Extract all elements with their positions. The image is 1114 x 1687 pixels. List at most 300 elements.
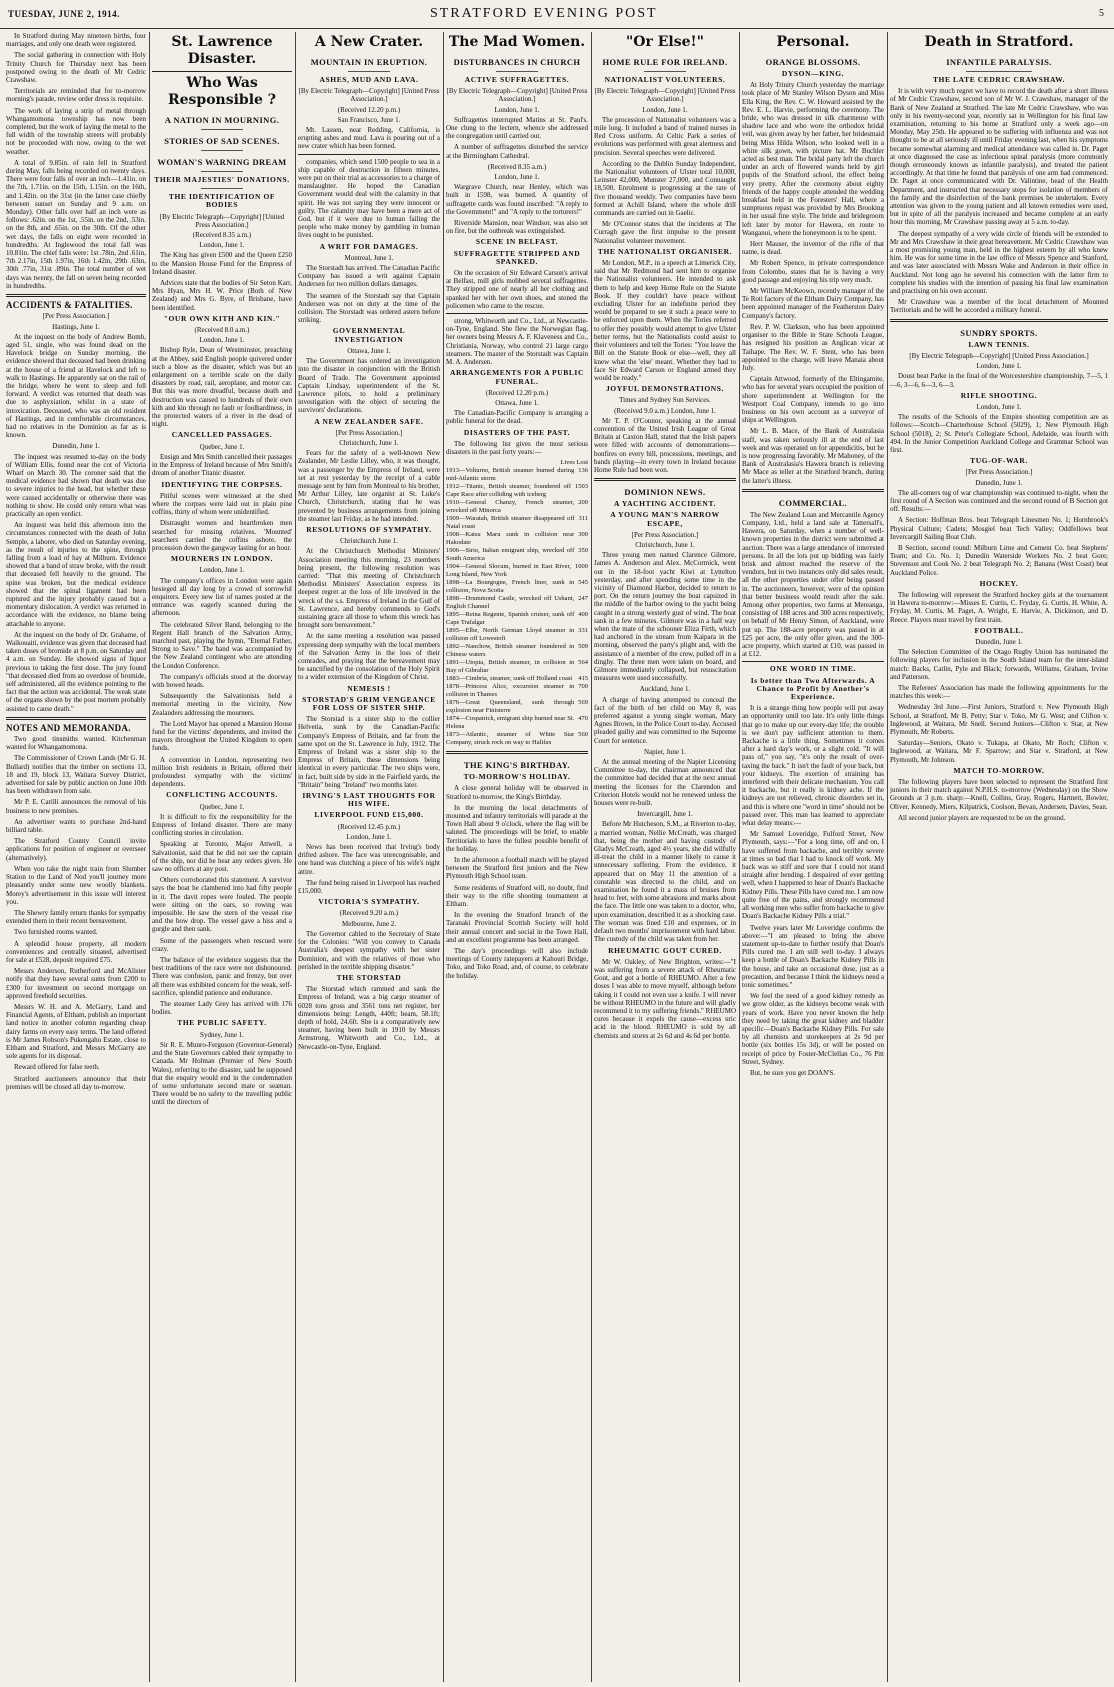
disaster-description: 1873—Atlantic, steamer of White Star Company, struck rock on way to Halifax — [446, 731, 575, 747]
subheading: HOME RULE FOR IRELAND. — [602, 57, 728, 67]
article-paragraph: Three young men named Clarence Gilmore, James A. Anderson and Alex. McCormick, went out in the 18-foot yacht Kiwi at Lyttelton yesterday, and after spending some time in the vicinity of Diamond Harbor, decided to return to port. On the return journey the boat capsized in the middle of the harbor owing to the yacht being caught in a strong westerly gust of wind. The boat sank in a few minutes. Gilmore was in a half way when the mate of the schooner Eliza Firth, which had anchored in the stream from Kaipara in the morning, observed the party's plight and, with the assistance of a member of the crew, pulled off in a dinghy. The three men were taken on board, and Gilmore immediately collapsed, but resuscitation measures were used successfully. — [594, 551, 736, 683]
column-rule — [443, 32, 444, 1682]
dateline: London, June 1. — [199, 336, 245, 345]
disaster-row — [446, 611, 588, 627]
disaster-row — [446, 643, 588, 659]
column-new-crater — [298, 32, 440, 1682]
divider — [644, 71, 687, 72]
column-or-else — [594, 32, 736, 1682]
subheading: NATIONALIST VOLUNTEERS. — [604, 75, 726, 84]
disaster-lives-lost: 564 — [578, 659, 588, 667]
received-time: (Received 8.35 a.m.) — [192, 231, 252, 240]
subheading: IDENTIFYING THE CORPSES. — [161, 479, 283, 489]
subheading: DYSON—KING. — [781, 69, 845, 78]
divider — [594, 478, 736, 481]
article-paragraph: Mr William McKeown, recently manager of the Te Roti factory of the Eltham Dairy Company, has been appointed manager of the Featherston Dairy Company's factory. — [742, 287, 884, 320]
subheading: SCENE IN BELFAST. — [475, 237, 559, 247]
disaster-lives-lost: 509 — [578, 643, 588, 651]
disaster-row — [446, 531, 588, 547]
article-paragraph: Mr Robert Spence, in private correspondence from Colombo, states that he is having a very good passage and enjoying his trip very much. — [742, 259, 884, 284]
article-paragraph: At the Christchurch Methodist Ministers' Association meeting this morning, 23 members being present, the following resolution was carried: "That this meeting of Christchurch Methodist Ministers' Association express its deepest regret at the loss of life involved in the wreck of the s.s. Empress of Ireland in the Gulf of St. Lawrence, and hereby commends to God's sustaining grace all those to whom this wreck has brought sore bereavement." — [298, 547, 440, 630]
article-paragraph: The procession of Nationalist volunteers was a mile long. It included a band of trained nurses in Red Cross uniform. At Celtic Park a series of evolutions was performed with great alertness and precision. Several speeches were delivered. — [594, 115, 736, 157]
subheading: IRVING'S LAST THOUGHTS FOR HIS WIFE. — [302, 791, 436, 809]
article-paragraph: News has been received that Irving's body drifted ashore. The face was unrecognisable, and one hand was clutching a piece of his wife's night attire. — [298, 843, 440, 876]
article-paragraph: The Commissioner of Crown Lands (Mr G. H. Bullard) notifies that the timber on sections 13, 18 and 19, block 13, Waitara Survey District, advertised for sale by public auction on June 10th has been withdrawn from sale. — [6, 754, 146, 796]
divider — [6, 717, 146, 720]
advertisement-text: Mr W. Oakley, of New Brighton, writes:—"I was suffering from a severe attack of Rheumatic Gout, and got a bottle of RHEUMO. After a few doses I was able to move myself, although before taking it I could not even use a knife. I will never be without RHEUMO in the future and will gladly recommend it to my suffering friends." RHEUMO cures because it expels the cause—excess uric acid in the blood. RHEUMO is sold by all chemists and stores at 2s 6d and 4s 6d per bottle. — [594, 957, 736, 1040]
disaster-lives-lost: 300 — [578, 531, 588, 539]
advertisement-text: Mr Samuel Loveridge, Fulford Street, New Plymouth, says:—"For a long time, off and on, I have suffered from backache, and terribly severe at times so bad that I had to knock off work. My back was so stiff and sore that I could not stand straight after bending. I despaired of ever getting well, when I happened to hear of Doan's Backache Kidney Pills. These Pills have cured me. I am now quite free of the pains, and strongly recommend all working men who suffer from backache to give Doan's Backache Kidney Pills a trial." — [742, 830, 884, 921]
dateline: Melbourne, June 2. — [341, 919, 397, 928]
advertisement-text: It is a strange thing how people will put away an opportunity until too late. It's only little things that go to make up our every-day life; the trouble is we don't pay sufficient attention to them. Backache is a little thing. Sometimes it comes after a hard day's work, or a slight cold. "It will pass of," you say, "it's only the result of over-taxing the back." It isn't the fault of your back, but your kidneys. The exertion of straining has interfered with their delicate mechanism. You call it backache, but it really is kidney ache. If the kidneys are not relieved, chronic disorders set in, and this is where one "word in time" should not be passed over. This man has learned to appreciate what delay means:— — [742, 704, 884, 828]
wire-credit: [By Electric Telegraph—Copyright] [United Press Association.] — [298, 87, 440, 104]
article-paragraph: Stratford auctioneers announce that their premises will be closed all day to-morrow. — [6, 1074, 146, 1091]
article-paragraph: In the morning the local detachments of mounted and infantry territorials will parade at the Town Hall about 9 o'clock, where the flag will be saluted. The proceedings will be brief, to enable Territorials to have the fullest possible benefit of the holiday. — [446, 803, 588, 853]
subheading: MATCH TO-MORROW. — [953, 765, 1045, 775]
subheading: VICTORIA'S SYMPATHY. — [318, 897, 420, 907]
divider — [201, 150, 243, 151]
article-paragraph: Mr London, M.P., in a speech at Limerick City, said that Mr Redmond had sent him to organise the Nationalist volunteers. He intended to ask them to help and keep Home Rule on the Statute Book. If they couldn't have peace without excluding Ulster for an indefinite period they would be prepared to see it such a peace were to be enforced upon them. When the Tories referred to offer they possibly would attempt to give Ulster better terms, but the Nationalists could assist to their volunteers and tell the Tories: "You leave the Bill on the Statute Book or else—well, they all knew what the 'else' meant. Whether they had to face Sir Edward Carson or England armed they would be ready." — [594, 259, 736, 382]
subheading: CANCELLED PASSAGES. — [171, 430, 273, 440]
disaster-description: 1913—Volturno, British steamer burned during mid-Atlantic storm — [446, 467, 575, 483]
disaster-description: 1895—Reina Regente, Spanish cruiser, sunk off Cape Trafalgar — [446, 611, 575, 627]
article-paragraph: Messrs W. H. and A. McGarry, Land and Financial Agents, of Eltham, publish an important land notice in another column regarding cheap dairy farms on every easy terms. The land offered is Mr James Robson's Pukengahu Estate, close to Eltham and Stratford, and Messrs McGarry are sole agents for its disposal. — [6, 1002, 146, 1061]
article-paragraph: Saturday—Seniors, Okato v. Tukapa, at Okato, Mr Roch; Clifton v. Inglewood, at Waitara, Mr F. Sparrow; and Star v. Stratford, at New Plymouth, Mr Johnson. — [890, 739, 1108, 764]
wire-credit: [By Electric Telegraph—Copyright] [United Press Association.] — [159, 212, 285, 229]
disaster-lives-lost: 350 — [578, 547, 588, 555]
subheading: DISTURBANCES IN CHURCH — [453, 57, 581, 67]
issue-date: TUESDAY, JUNE 2, 1914. — [8, 9, 120, 19]
article-paragraph: Bishop Ryle, Dean of Westminster, preaching at the Abbey, said English people quivered under such a blow as the disaster, which was but an enlargement on a terrible scale on the daily disasters by road, rail, aeroplane, and motor car. But this was more dreadful, because death and destruction was caused to hundreds of their own kith and kin through no fault or foolhardiness, in the protected waters of a river in the dead of night. — [152, 346, 292, 429]
divider — [152, 71, 292, 72]
subheading: INFANTILE PARALYSIS. — [946, 57, 1052, 67]
article-paragraph: Speaking at Toronto, Major Attwell, a Salvationist, said that he did not see the captain of the ship, nor did he hear any orders given. He saw no officers at any post. — [152, 840, 292, 874]
disaster-description: 1898—La Bourgogne, French liner, sunk in collision, Nova Scotia — [446, 579, 575, 595]
article-paragraph: Some of the passengers when rescued were crazy. — [152, 936, 292, 953]
advertisement-heading: RHEUMATIC GOUT CURED. — [608, 945, 722, 955]
disaster-row — [446, 659, 588, 675]
article-paragraph: Herr Mauser, the inventor of the rifle of that name, is dead. — [742, 240, 884, 257]
subheading: TO-MORROW'S HOLIDAY. — [463, 772, 571, 782]
article-paragraph: The Storstadt has arrived. The Canadian Pacific Company has issued a writ against Captain Andersen for two million dollars damages. — [298, 264, 440, 289]
subheading: LAWN TENNIS. — [968, 339, 1030, 349]
dateline: London, June 1. — [346, 832, 392, 841]
subheading: A NATION IN MOURNING. — [164, 115, 280, 125]
article-paragraph: The Storstad which rammed and sank the Empress of Ireland, was a big cargo steamer of 6028 tons gross and 3561 tons net register, her dimensions being: Length, 440ft; beam, 58.1ft; depth of hold, 24.6ft. She is a comparatively new steamer, having been built in 1910 by Messrs Armstrong, Whitworth and Co., Ltd., at Newcastle-on-Tyne, England. — [298, 985, 440, 1051]
article-paragraph: Captain Attwood, formerly of the Eltingamite, who has for several years occupied the position of shore superintendent at Wellington for the Westport Coal Company, intends to go into business on his own account as a surveyor of ships at Wellington. — [742, 375, 884, 425]
article-paragraph: A total of 9.85in. of rain fell in Stratford during May, falls being recorded on twenty days. There were four falls of over an inch—1.41in. on the 7th, 1.71in. on the 15th, 1.15in. on the 16th, and 1.42in. on the 31st (in the latter case chiefly between sunset on Sunday and 9 a.m. on Monday). Other falls over half an inch were as follows: .62in. on the 1st, .55in. on the 2nd, .53in. on the 8th, and .65in. on the 30th. Of the other wet days, the falls on eight were recorded in hundredths. At Inglewood the total fall was 10.81in. The chief falls were: 1st .78in, 2nd .61in, 7th 2.17in, 15th 1.97in, 16th 1.42in, 29th .63in, 30th .77in, 31st .89in. The total number of wet days was twenty, the fall on seven being recorded in hundredths. — [6, 158, 146, 290]
article-paragraph: Before Mr Hutcheson, S.M., at Riverton to-day, a married woman, Nellie McCreath, was charged that, being the mother and having custody of Gladys McCreath, aged 4½ years, she did wilfully ill-treat the child in a manner likely to cause it unnecessary suffering. From the evidence, it appeared that on May 11 the attention of a constable was directed to the child, and on examination he found it a mass of bruises from head to feet, with some abrasions and marks about the face. The little one was taken to a doctor, who, upon examination, described it as a shocking case. The woman was fined £10 and expenses, or in default two months' imprisonment with hard labor. The custody of the child was taken from her. — [594, 820, 736, 944]
article-paragraph: At Holy Trinity Church yesterday the marriage took place of Mr Stanley Wilson Dyson and Miss Ella King, the Rev. C. W. Howard assisted by the Rev. E. L. Harvie, performing the ceremony. The bride, who was dressed in silk charmeuse with shadow lace and who wore the orthodox bridal veil, was given away by her father, her bridesmaid being Miss Hilda Wilson, who looked well in a white silk gown, with picture hat. Mr Buchler acted as best man. The bridal party left the church under an arch of flowered wands held by girl pupils of the Stratford school, the effect being very pretty. After the ceremony about eighty friends of the happy couple attended the wedding breakfast held in the Foresters' Hall, where a sumptuous repast was provided by Mrs Brooking in her usual fine style. The bride and bridegroom left later by motor for Hawera, en route to Wanganui, where the honeymoon is to be spent. — [742, 81, 884, 237]
wire-credit: Times and Sydney Sun Services. — [619, 396, 711, 405]
received-time: (Received 12.45 p.m.) — [337, 822, 401, 831]
column-rule — [591, 32, 592, 1682]
article-paragraph: Reward offered for false teeth. — [14, 1063, 100, 1072]
subheading: DISASTERS OF THE PAST. — [463, 427, 571, 437]
headline: Personal. — [776, 34, 850, 50]
subheading: THE IDENTIFICATION OF BODIES — [168, 192, 276, 210]
dateline: Quebec, June 1. — [199, 442, 245, 451]
divider — [201, 129, 243, 130]
headline: St. Lawrence Disaster. — [171, 34, 273, 67]
article-paragraph: A close general holiday will be observed in Stratford to-morrow, the King's Birthday. — [446, 784, 588, 801]
disaster-table-header: Lives Lost — [560, 459, 588, 467]
subheading: "OUR OWN KITH AND KIN." — [163, 313, 281, 323]
divider — [446, 313, 588, 314]
divider — [966, 71, 1031, 72]
disaster-lives-lost: 200 — [578, 499, 588, 507]
dateline: Dunedin, June 1. — [52, 442, 100, 451]
dateline: Dunedin, June 1. — [975, 637, 1023, 646]
article-paragraph: Mr Crawshaw was a member of the local detachment of Mounted Territorials and he will be accorded a military funeral. — [890, 298, 1108, 315]
article-paragraph: In Stratford during May nineteen births, four marriages, and only one death were registered. — [6, 32, 146, 49]
subheading: A WRIT FOR DAMAGES. — [319, 241, 419, 251]
article-paragraph: The Lord Mayor has opened a Mansion House fund for the victims' dependents, and invited the mayors throughout the United Kingdom to open funds. — [152, 719, 292, 753]
newspaper-title: STRATFORD EVENING POST — [430, 6, 658, 21]
subheading: TUG-OF-WAR. — [970, 456, 1028, 466]
subheading: GOVERNMENTAL INVESTIGATION — [332, 326, 406, 344]
subheading: JOYFUL DEMONSTRATIONS. — [605, 384, 725, 394]
column-rule — [739, 32, 740, 1682]
article-paragraph: The social gathering in connection with Holy Trinity Church for Thursday next has been postponed owing to the death of Mr Cedric Crawshaw. — [6, 51, 146, 85]
disaster-lives-lost: 1000 — [575, 563, 588, 571]
subheading: STORSTAD'S GRIM VENGEANCE FOR LOSS OF SISTER SHIP. — [302, 694, 436, 713]
dateline: Ottawa, June 1. — [495, 398, 539, 407]
disaster-description: 1895—Elbe, North German Lloyd steamer in collision off Lowestoft — [446, 627, 575, 643]
article-paragraph: The deepest sympathy of a very wide circle of friends will be extended to Mr and Mrs Crawshaw in their great bereavement. Mr Cedric Crawshaw was a most promising young man, held in the highest esteem by all who knew him. He was for some time in the law office of Messrs Spence and Stanford, and was later associated with Messrs Wake and Anderson in their office in Auckland. Not long ago he severed his connection with the latter firm to complete his studies with the intention of passing his final law examination and practising on his own account. — [890, 229, 1108, 296]
subheading: MOURNERS IN LONDON. — [170, 554, 274, 564]
disaster-table — [446, 459, 588, 747]
article-paragraph: The Referees' Association has made the following appointments for the matches this week:— — [890, 684, 1108, 701]
subheading: ORANGE BLOSSOMS. — [765, 57, 861, 67]
column-rule — [149, 32, 150, 1682]
article-paragraph: Rev. P. W. Clarkson, who has been appointed organiser to the Bible in State Schools League, has resigned his position as Anglican vicar at Taihape. The Rev. W. F. Stent, who has been appointed to the charge, will leave Manaia about July. — [742, 322, 884, 372]
article-paragraph: The steamer Lady Grey has arrived with 176 bodies. — [152, 1000, 292, 1017]
dateline: Montreal, June 1. — [344, 253, 394, 262]
disaster-description: 1891—Utopia, British steamer, in collision in Bay of Gibraltar — [446, 659, 575, 675]
article-paragraph: Fears for the safety of a well-known New Zealander, Mr Leslie Lilley, who, it was thought, was a passenger by the Empress of Ireland, were set at rest yesterday by the receipt of a cable message sent by him from Montreal to his brother, Mr Arthur Lilley, late organist at St. Luke's Church, Christchurch, stating that he was prevented by business arrangements from joining the steamer last Friday, as he had intended. — [298, 449, 440, 523]
article-paragraph: Mr P. E. Carilli announces the removal of his business to new premises. — [6, 798, 146, 815]
article-paragraph: Others corroborated this statement. A survivor says the boat he clambered into had fifty people in it. The davit ropes were fouled. The people were sitting on the oars, so rowing was impossible. He saw the stern of the vessel rise and the bow drop. The vessel gave a hiss and a gurgle and then sank. — [152, 876, 292, 934]
subheading: THE NATIONALIST ORGANISER. — [597, 246, 733, 256]
article-paragraph: In the evening the Stratford branch of the Taranaki Provincial Scottish Society will hold their annual concert and social in the Town Hall, and an excellent programme has been arranged. — [446, 911, 588, 944]
article-paragraph: All second junior players are requested to be on the ground. — [898, 813, 1066, 822]
subheading: MOUNTAIN IN ERUPTION. — [310, 57, 428, 67]
wire-credit: [Per Press Association.] — [631, 530, 699, 539]
article-paragraph: The New Zealand Loan and Mercantile Agency Company, Ltd., held a land sale at Tattersall's, Hawera, on Saturday, when a number of well-known properties in the district were submitted at auction. There was a large attendance of interested persons. In all the lots put up bidding was fairly brisk and almost reached the reserve of the vendors, but in two instances only did sales result, all the other properties under offer being passed in. The auctioneers, however, were of the opinion that better business would result after the sale. Among other properties, two farms at Mereanga, consisting of 188 acres and 300 acres respectively, on behalf of Mr Henry Simon, of Auckland, were put up. The 188-acre property was passed in at £25 per acre, the only offer given, and the 300-acre property, which started at £10, was passed in at £12. — [742, 510, 884, 659]
advertisement-heading: ONE WORD IN TIME. — [769, 664, 857, 674]
subheading: HOCKEY. — [979, 578, 1019, 588]
disaster-row — [446, 715, 588, 731]
article-paragraph: Mr L. B. Mace, of the Bank of Australasia staff, was taken seriously ill at the end of last week and was operated on for appendicitis, but he is now progressing favorably. Mr Mahoney, of the Bank of Australasia's Hawera branch is relieving Mr Mace as teller at the Stratford branch, during the latter's illness. — [742, 427, 884, 485]
article-paragraph: Some residents of Stratford will, no doubt, find their way to the rifle shooting tournament at Eltham. — [446, 883, 588, 908]
divider — [890, 319, 1108, 322]
disaster-lives-lost: 700 — [578, 683, 588, 691]
received-time: (Received 12.20 p.m.) — [485, 388, 549, 397]
article-paragraph: The following list gives the most serious disasters in the past forty years:— — [446, 439, 588, 456]
subheading: THE STORSTAD — [336, 972, 402, 982]
disaster-lives-lost: 311 — [578, 515, 588, 523]
disaster-description: 1912—Titanic, British steamer, foundered off Cape Race after colliding with iceberg — [446, 483, 571, 499]
column-personal — [742, 32, 884, 1682]
article-paragraph: Mr T. P. O'Connor, speaking at the annual convention of the United Irish League of Great Britain at Caxton Hall, stated that the Irish papers were filled with accounts of demonstrations—bonfires on every hill, processions, meetings, and bands playing—in every town in Ireland because Home Rule had been won. — [594, 416, 736, 474]
article-paragraph: Riverside Mansion, near Windsor, was also set on fire, but the outbreak was extinguished. — [446, 219, 588, 236]
dateline: Christchurch June 1. — [340, 537, 398, 546]
disaster-row — [446, 467, 588, 483]
dateline: Quebec, June 1. — [199, 802, 245, 811]
article-paragraph: The company's offices in London were again besieged all day long by a crowd of sorrowful enquirers. Every new list of names posted at the entrance was eagerly scanned during the afternoon. — [152, 576, 292, 618]
article-paragraph: An inquest was held this afternoon into the circumstances connected with the death of John Semple, a laborer, who died on Saturday evening, as the result of injuries to the spine, through falling from a load of hay at Milburn. Evidence showed that a band of straw broke, with the result that deceased fell heavily to the ground. The spine was broken, but the medical evidence showed that the spinal ligament had been ruptured and the injury probably caused but a momentary dislocation. A verdict was returned in accordance with the evidence, no blame being attachable to anyone. — [6, 521, 146, 628]
article-paragraph: The celebrated Silver Band, belonging to the Regent Hall branch of the Salvation Army, marched past, playing the hymn, "Eternal Father, Strong to Save." The band was accompanied by the New Zealand contingent who are attending the London Conference. — [152, 620, 292, 670]
article-paragraph: The Storstad is a sister ship to the collier Helvetia, sunk by the Canadian-Pacific Company's Empress of Britain, and far from the same spot on the St. Lawrence in July, 1912. The Empress of Ireland was a sister ship to the Empress of Britain, these dimensions being identical in every particular. The two ships were, in fact, built side by side in the Fairfield yards, the "Britain" being "Ireland" two months later. — [298, 715, 440, 789]
article-paragraph: Wednesday 3rd June.—First Juniors, Stratford v. New Plymouth High School, at Stratford, Mr B. Petty; Star v. Toko, Mr G. West; and Clifton v. Inglewood, at Waitara, Mr Snell. Second Juniors—Clifton v. Star, at New Plymouth, Mr Roberts. — [890, 703, 1108, 737]
headline: Death in Stratford. — [924, 34, 1074, 50]
section-heading: NOTES AND MEMORANDA. — [6, 722, 131, 733]
article-paragraph: Mt. Lassen, near Redding, California, is erupting ashes and mud. Lava is pouring out of a new crater which has been formed. — [298, 126, 440, 151]
subheading: A YOUNG MAN'S NARROW ESCAPE, — [610, 510, 720, 528]
dateline: Hastings, June 1. — [52, 322, 100, 331]
article-paragraph: A Section: Hoffman Bros. beat Telegraph Linesmen No. 1; Hornbrook's Physical Culture; Cadets; Mosgiel beat Tech Valley; Oddfellows beat Invercargill Sailing Boat Club. — [890, 516, 1108, 541]
dateline: London, June 1. — [494, 173, 540, 182]
subheading: SUFFRAGETTE STRIPPED AND SPANKED. — [453, 248, 581, 266]
wire-credit: [Per Press Association.] — [335, 428, 403, 437]
article-paragraph: Distraught women and heartbroken men searched for missing relatives. 'Mounted' searchers carried the coffins ashore, the procession down the gangway lasting for an hour. — [152, 519, 292, 552]
subheading: RIFLE SHOOTING. — [960, 390, 1038, 400]
dateline: London, June 1. — [199, 566, 245, 575]
advertisement-text: Twelve years later Mr Loveridge confirms the above:—"I am pleased to bring the above statement up-to-date to further testify that Doan's Pills cured me. I am still well to-day. I always keep a bottle of Doan's Backache Kidney Pills in the house, and take an occasional dose, just as a precaution, and because I think the kidneys need a tonic sometimes." — [742, 923, 884, 989]
dateline: London, June 1. — [494, 105, 540, 114]
subheading: RESOLUTIONS OF SYMPATHY. — [306, 524, 432, 534]
article-paragraph: At the inquest on the body of Dr. Grahame, of Waikouaiti, evidence was given that deceased had taken doses of bromide at 8 p.m. on Saturday and 4 a.m. on Sunday. He showed signs of liquor previous to taking the first dose. The jury found "that deceased died from an overdose of bromide, self administered, all the evidence pointing to the fact that the action was accidental. The weak state of the organs shown by the post mortem probably assisted to cause death." — [6, 630, 146, 713]
disaster-row — [446, 563, 588, 579]
article-paragraph: Wargrave Church, near Henley, which was built in 1598, was burned. A quantity of suffragette cards was found inscribed: "A reply to the Government!" and "A reply to the torturers!" — [446, 183, 588, 216]
disaster-lives-lost: 400 — [578, 611, 588, 619]
dateline: Dunedin, June 1. — [975, 478, 1023, 487]
subheading: CONFLICTING ACCOUNTS. — [166, 790, 278, 800]
received-time: (Received 9.20 a.m.) — [339, 909, 399, 918]
article-paragraph: Two furnished rooms wanted. — [14, 928, 98, 937]
divider — [742, 489, 884, 492]
dateline: London, June 1. — [976, 402, 1022, 411]
dateline: Invercargill, June 1. — [637, 810, 693, 819]
column-mad-women — [446, 32, 588, 1682]
disaster-description: 1910—General Chanzy, French steamer, wrecked off Minorca — [446, 499, 575, 515]
disaster-row — [446, 731, 588, 747]
disaster-description: 1898—Drummond Castle, wrecked off Ushant, English Channel — [446, 595, 575, 611]
subheading: A YACHTING ACCIDENT. — [614, 499, 716, 509]
section-heading: COMMERCIAL. — [778, 497, 848, 508]
article-paragraph: The Shewry family return thanks for sympathy extended them in their recent bereavement. — [6, 908, 146, 926]
divider — [298, 154, 440, 155]
disaster-description: 1904—General Slocum, burned in East River, Long Island, New York — [446, 563, 571, 579]
article-paragraph: An advertiser wants to purchase 2nd-hand billiard table. — [6, 817, 146, 835]
article-paragraph: B Section, second round: Milburn Lime and Cement Co. beat Stephens' Team; and Co. No. 1; Dunedin Waterside Workers No. 2 beat Gore; Stevenson and Cook No. 2 beat Telegraph No. 2; Banana (West Coast) beat Auckland Police. — [890, 543, 1108, 577]
divider — [201, 188, 243, 189]
disaster-lives-lost: 331 — [578, 627, 588, 635]
article-paragraph: The seamen of the Storstadt say that Captain Andersen was not on duty at the time of the collision. The Storstadt was ordered astern before striking. — [298, 291, 440, 325]
article-paragraph: Suffragettes interrupted Matins at St. Paul's. One clung to the lectern, whence she addressed the congregation until carried out. — [446, 115, 588, 141]
article-paragraph: When you take the night train from Slumber Station to the Land of Nod you'll journey more pleasantly under some new woolly blankets. Morey's advertisement in this issue will interest you. — [6, 864, 146, 906]
article-paragraph: In the afternoon a football match will be played between the Stratford first juniors and the New Plymouth High School team. — [446, 855, 588, 881]
article-paragraph: A splendid house property, all modern conveniences and centrally situated, advertised for sale at £528, deposit required £75. — [6, 939, 146, 964]
article-paragraph: At the same meeting a resolution was passed expressing deep sympathy with the local members of the Salvation Army in the loss of their comrades, and praying that the bereavement may be sanctified by the consolation of the Holy Spirit to a wider extension of the Kingdom of Christ. — [298, 632, 440, 682]
article-paragraph: Two good tinsmiths wanted. Kitchenman wanted for Whangamomona. — [6, 735, 146, 752]
divider — [446, 751, 588, 754]
disaster-row — [446, 483, 588, 499]
dateline: Christchurch, June 1. — [635, 540, 695, 549]
advertisement-text: But, be sure you get DOAN'S. — [750, 1068, 836, 1077]
dateline: Napier, June 1. — [643, 747, 687, 756]
article-paragraph: The Canadian-Pacific Company is arranging a public funeral for the dead. — [446, 409, 588, 426]
disaster-lives-lost: 1503 — [575, 483, 588, 491]
received-time: (Received 12.20 p.m.) — [337, 105, 401, 114]
disaster-row — [446, 547, 588, 563]
disaster-row — [446, 675, 588, 683]
column-rule — [887, 32, 888, 1682]
disaster-lives-lost: 470 — [578, 715, 588, 723]
disaster-description: 1906—Sirio, Italian emigrant ship, wrecked off South America — [446, 547, 575, 563]
article-paragraph: The work of laying a strip of metal through Whangamomona township has now been completed, but the work of laying the metal to the full width of the township streets will probably not be proceeded with now, owing to the wet weather. — [6, 106, 146, 156]
disaster-row — [446, 579, 588, 595]
section-heading: ACCIDENTS & FATALITIES. — [6, 300, 133, 311]
article-paragraph: At the annual meeting of the Napier Licensing Committee to-day, the chairman announced that the committee had decided that at the next annual meeting the licenses for the Clarendon and Criterion Hotels would not be renewed unless the houses were re-built. — [594, 758, 736, 808]
article-paragraph: Subsequently the Salvationists held a memorial meeting in the vicinity, New Zealanders addressing the mourners. — [152, 692, 292, 717]
divider — [6, 294, 146, 297]
column-st-lawrence — [152, 32, 292, 1682]
article-paragraph: It is with very much regret we have to record the death after a short illness of Mr Cedric Crawshaw, second son of Mr W. J. Crawshaw, manager of the Bank of New Zealand at Stratford. The late Mr Cedric Crawshaw, who was only in his twenty-second year, recently sat in Wellington for his final law examination, returning to his home at Stratford only a week ago—on Monday, May 25th. He appeared to be suffering with influenza and was not thought to be at all seriously ill until Friday evening last, when his symptoms became somewhat alarming and medical attendance was called in. Dr. Paget at once diagnosed the case as infectious spinal paralysis (more commonly though erroneously known as infantile paralysis), and treated the patient accordingly. At that time he found that paralysis of one arm had commenced. Dr. Paget at once communicated with Dr. Valintine, head of the Health Department, and instructed that necessary steps for isolation of members of the family and the disinfection of the bank premises be undertaken. Every attention was given to the young patient and all known remedies were used, but in spite of all the paralysis increased and became complete at an early hour this morning, Mr Crawshaw passing away at 5 a.m. to-day. — [890, 87, 1108, 227]
headline: Who Was Responsible ? — [167, 75, 277, 108]
column-death-in-stratford — [890, 32, 1108, 1682]
advertisement-text: We feel the need of a good kidney remedy as we grow older, as the kidneys become weak with years of work. Have you never known the help they need by taking the great kidney and bladder specific—Doan's Backache Kidney Pills. For sale by all chemists and storekeepers at 2s 9d per bottle (six bottles 15s 3d), or will be posted on receipt of price by Foster-McClellan Co., 76 Pitt Street, Sydney. — [742, 992, 884, 1066]
article-paragraph: On the occasion of Sir Edward Carson's arrival at Belfast, mill girls mobbed several suffragettes. They stripped one of nearly all her clothing and spanked her with her own shoes, and stoned the policemen who came to the rescue. — [446, 269, 588, 310]
article-paragraph: A charge of having attempted to conceal the fact of the birth of her child on May 8, was preferred against a young single woman, Mary Agnes Brown, in the Police Court to-day. Accused pleaded guilty and was committed to the Supreme Court for sentence. — [594, 695, 736, 745]
article-paragraph: The company's officials stood at the doorway with bowed heads. — [152, 672, 292, 689]
article-paragraph: The following players have been selected to represent the Stratford first juniors in their match against N.P.H.S. to-morrow (Wednesday) on the Show Grounds at 3 p.m. sharp:—Knell, Collins, Gray, Rogers, Hartnett, Bowler, Oliver, Kennedy, Miers, Kilpatrick, Coolson, Bevan, Andersen, Davies, Sean. — [890, 778, 1108, 811]
article-paragraph: A number of suffragettes disturbed the service at the Birmingham Cathedral. — [446, 143, 588, 160]
article-paragraph: companies, which send 1500 people to sea in a ship capable of destruction in fifteen minutes, were put on their trial as accessories to a charge of manslaughter. He hoped the Canadian Government would deal with the calamity in that spirit. He was not saying they were innocent or guilty. The calamity may have been a mere act of God, but if it were due to human failing the people who make money by gambling in human lives ought to be punished. — [298, 157, 440, 240]
section-heading: SUNDRY SPORTS. — [960, 327, 1038, 338]
dateline: London, June 1. — [642, 105, 688, 114]
divider — [348, 71, 391, 72]
article-paragraph: Pitiful scenes were witnessed at the shed where the corpses were laid out in plain pine coffins, thirty of whom were unidentified. — [152, 491, 292, 517]
dateline: San Francisco, June 1. — [337, 115, 401, 124]
article-paragraph: Ensign and Mrs Smith cancelled their passages in the Empress of Ireland because of Mrs Smith's dream of another Titanic disaster. — [152, 452, 292, 478]
subheading: THEIR MAJESTIES' DONATIONS. — [154, 175, 290, 184]
article-paragraph: Mr O'Connor states that the incidents at The Curragh gave the first impulse to the present Nationalist volunteer movement. — [594, 220, 736, 245]
disaster-description: 1878—Princess Alice, excursion steamer in collision in Thames — [446, 683, 575, 699]
article-paragraph: The inquest was resumed to-day on the body of William Ellis, found near the cot of Victoria Wharf on March 30. The coroner said that the medical evidence had shown that death was due to severe injuries to the head, but whether these were caused accidentally or otherwise there was nothing to show. He could only return what was practically an open verdict. — [6, 452, 146, 518]
divider — [742, 661, 884, 662]
disaster-lives-lost: 560 — [578, 731, 588, 739]
advertisement-subheading: Is better than Two Afterwards. A Chance to Profit by Another's Experience. — [750, 675, 876, 702]
subheading: ARRANGEMENTS FOR A PUBLIC FUNERAL. — [450, 368, 584, 386]
article-paragraph: Doust beat Parke in the final of the Worcestershire championship, 7—5, 1—6, 3—6, 6—3, 6—3. — [890, 372, 1108, 389]
article-paragraph: Messrs Anderson, Rutherford and McAlister notify that they have several sums from £200 to £300 for investment on second mortgage on approved freehold securities. — [6, 967, 146, 1000]
subheading: NEMESIS ! — [347, 683, 391, 693]
wire-credit: [By Electric Telegraph—Copyright] [United Press Association.] — [909, 351, 1089, 360]
dateline: Ottawa, June 1. — [347, 346, 391, 355]
disaster-description: 1892—Nanchow, British steamer foundered in Chinese waters — [446, 643, 575, 659]
column-local-notes — [6, 32, 146, 1682]
subheading: STORIES OF SAD SCENES. — [164, 136, 280, 146]
article-paragraph: The Selection Committee of the Otago Rugby Union has nominated the following players for inclusion in the South Island team for the inter-island match: Backs, Catlin, Pyle and Black; forwards, Williams, Graham, Irvine and Patterson. — [890, 648, 1108, 681]
article-paragraph: Territorials are reminded that for to-morrow morning's parade, review order dress is requisite. — [6, 87, 146, 104]
masthead — [0, 0, 1114, 29]
disaster-row — [446, 499, 588, 515]
subheading: ASHES, MUD AND LAVA. — [319, 75, 419, 84]
dateline: London, June 1. — [199, 241, 245, 250]
wire-credit: [By Electric Telegraph—Copyright] [United Press Association.] — [594, 87, 736, 104]
subheading: FOOTBALL. — [974, 625, 1024, 635]
disaster-description: 1883—Cimbria, steamer, sunk off Holland coast — [446, 675, 573, 683]
column-rule — [295, 32, 296, 1682]
wire-credit: [Per Press Association.] — [965, 468, 1033, 477]
divider — [201, 171, 243, 172]
article-paragraph: The fund being raised in Liverpool has reached £15,000. — [298, 878, 440, 896]
disaster-lives-lost: 247 — [578, 595, 588, 603]
article-paragraph: The Governor cabled to the Secretary of State for the Colonies: "Will you convey to Canada Australia's deepest sympathy with her sister Dominion, and with the relatives of those who perished in the terrible shipping disaster." — [298, 929, 440, 971]
disaster-row — [446, 595, 588, 611]
disaster-row — [446, 699, 588, 715]
disaster-description: 1908—Katsu Maru sunk in collision near Hakodate — [446, 531, 575, 547]
article-paragraph: The balance of the evidence suggests that the best traditions of the race were not dishonoured. There was confusion, panic and frenzy, but over all there was exhibited concern for the weak, self-sacrifice, splendid patience and endurance. — [152, 956, 292, 997]
headline: A New Crater. — [314, 34, 424, 50]
article-paragraph: The all-comers tug of war championship was continued to-night, when the first round of A Section was continued and the second round of B Section got off. Results:— — [890, 488, 1108, 514]
disaster-description: 1874—Cospatrick, emigrant ship burned near St. Helena — [446, 715, 575, 731]
disaster-row — [446, 515, 588, 531]
article-paragraph: The results of the Schools of the Empire shooting competition are as follows:—Scotch—Charterhouse School (5029), 1; New Plymouth High School (5018), 2; St. Peter's Collegiate School, Adelaide, was fourth with 494. In the Junior Competition Auckland College and Grammar School was first. — [890, 413, 1108, 454]
subheading: THE LATE CEDRIC CRAWSHAW. — [932, 75, 1066, 84]
article-paragraph: The following will represent the Stratford hockey girls at the tournament in Hawera to-morrow:—Misses E. Curtis, C. Fryday, G. Curtis, H. White, A. Fryday, M. Curtis, M. Paget, A. Wright, E. Harvie, A. Dickinson, and D. Reece. Players must travel by first train. — [890, 590, 1108, 624]
disaster-row — [446, 627, 588, 643]
article-paragraph: It is difficult to fix the responsibility for the Empress of Ireland disaster. There are many conflicting stories in circulation. — [152, 812, 292, 838]
subheading: WOMAN'S WARNING DREAM — [157, 157, 287, 167]
disaster-description: 1909—Waratah, British steamer disappeared off Natal coast — [446, 515, 575, 531]
disaster-description: 1876—Great Queensland, sunk through explosion near Finisterre — [446, 699, 575, 715]
dateline: Sydney, June 1. — [200, 1030, 244, 1039]
wire-credit: [Per Press Association.] — [42, 312, 110, 321]
article-paragraph: At the inquest on the body of Andrew Bomb, aged 51, single, who was found dead on the Havelock bridge on Sunday morning, the evidence showed that deceased had been drinking at the house of a friend at Havelock and left to walk to Hastings. He apparently sat on the rail of the bridge, where he went to sleep and fell forward. A verdict was returned that death was due to asphyxiation, whilst in a state of intoxication. Deceased, who was an old resident of Hastings, and in comfortable circumstances, had no relatives in the Dominion as far as is known. — [6, 332, 146, 440]
subheading: THE KING'S BIRTHDAY. — [463, 760, 571, 771]
received-time: (Received 8.35 a.m.) — [487, 162, 547, 171]
headline: "Or Else!" — [626, 34, 704, 50]
page-number: 5 — [1099, 8, 1104, 19]
subheading: LIVERPOOL FUND £15,000. — [314, 810, 424, 820]
divider — [496, 71, 539, 72]
article-paragraph: Sir R. E. Munro-Ferguson (Governor-General) and the State Governors cabled their sympathy to Canada. Mr Holman (Premier of New South Wales), referring to the disaster, said he supposed that the enquiry would end in the condemnation of some unfortunate second mate or seaman. There would be no safety to the travelling public until the directors of — [152, 1040, 292, 1107]
article-paragraph: The King has given £500 and the Queen £250 to the Mansion House Fund for the Empress of Ireland disaster. — [152, 251, 292, 276]
article-paragraph: strong, Whitworth and Co., Ltd., at Newcastle-on-Tyne, England. She flew the Norwegian flag, her owners being Messrs A. F. Klaveness and Co., Christiania, Norway, who control 21 large cargo steamers. The master of the Storstadt was Captain M. A. Andersen. — [446, 317, 588, 367]
article-paragraph: Advices state that the bodies of Sir Seton Karr, Mrs Hyan, Mrs H. W. Price (Both of New Zealand) and Mrs G. Byre, of Brisbane, have been identified. — [152, 279, 292, 312]
article-paragraph: The Stratford County Council invite applications for position of engineer or overseer (alternatively). — [6, 837, 146, 862]
disaster-lives-lost: 415 — [578, 675, 588, 683]
disaster-lives-lost: 569 — [578, 699, 588, 707]
disaster-lives-lost: 545 — [578, 579, 588, 587]
dateline: Auckland, June 1. — [639, 685, 691, 694]
dateline: Christchurch, June 1. — [339, 438, 399, 447]
dateline: (Received 9.0 a.m.) London, June 1. — [614, 406, 716, 415]
wire-credit: [By Electric Telegraph—Copyright] [United Press Association.] — [446, 87, 588, 104]
disaster-row — [446, 683, 588, 699]
article-paragraph: A convention in London, representing two million Irish residents in Britain, offered their profoundest sympathy with the victims' dependents. — [152, 755, 292, 789]
headline: The Mad Women. — [448, 34, 586, 50]
disaster-lives-lost: 136 — [578, 467, 588, 475]
article-paragraph: According to the Dublin Sunday Independent, the Nationalist volunteers of Ulster total 10,000, Leinster 42,000, Munster 27,000, and Connaught 18,500. Enrolment is progressing at the rate of five thousand weekly. Two companies have been formed at Achill Island, where the whole drill commands are carried out in Gaelic. — [594, 159, 736, 218]
dateline: London, June 1. — [976, 362, 1022, 371]
subheading: THE PUBLIC SAFETY. — [177, 1018, 267, 1028]
subheading: A NEW ZEALANDER SAFE. — [314, 416, 424, 426]
subheading: ACTIVE SUFFRAGETTES. — [464, 75, 570, 84]
